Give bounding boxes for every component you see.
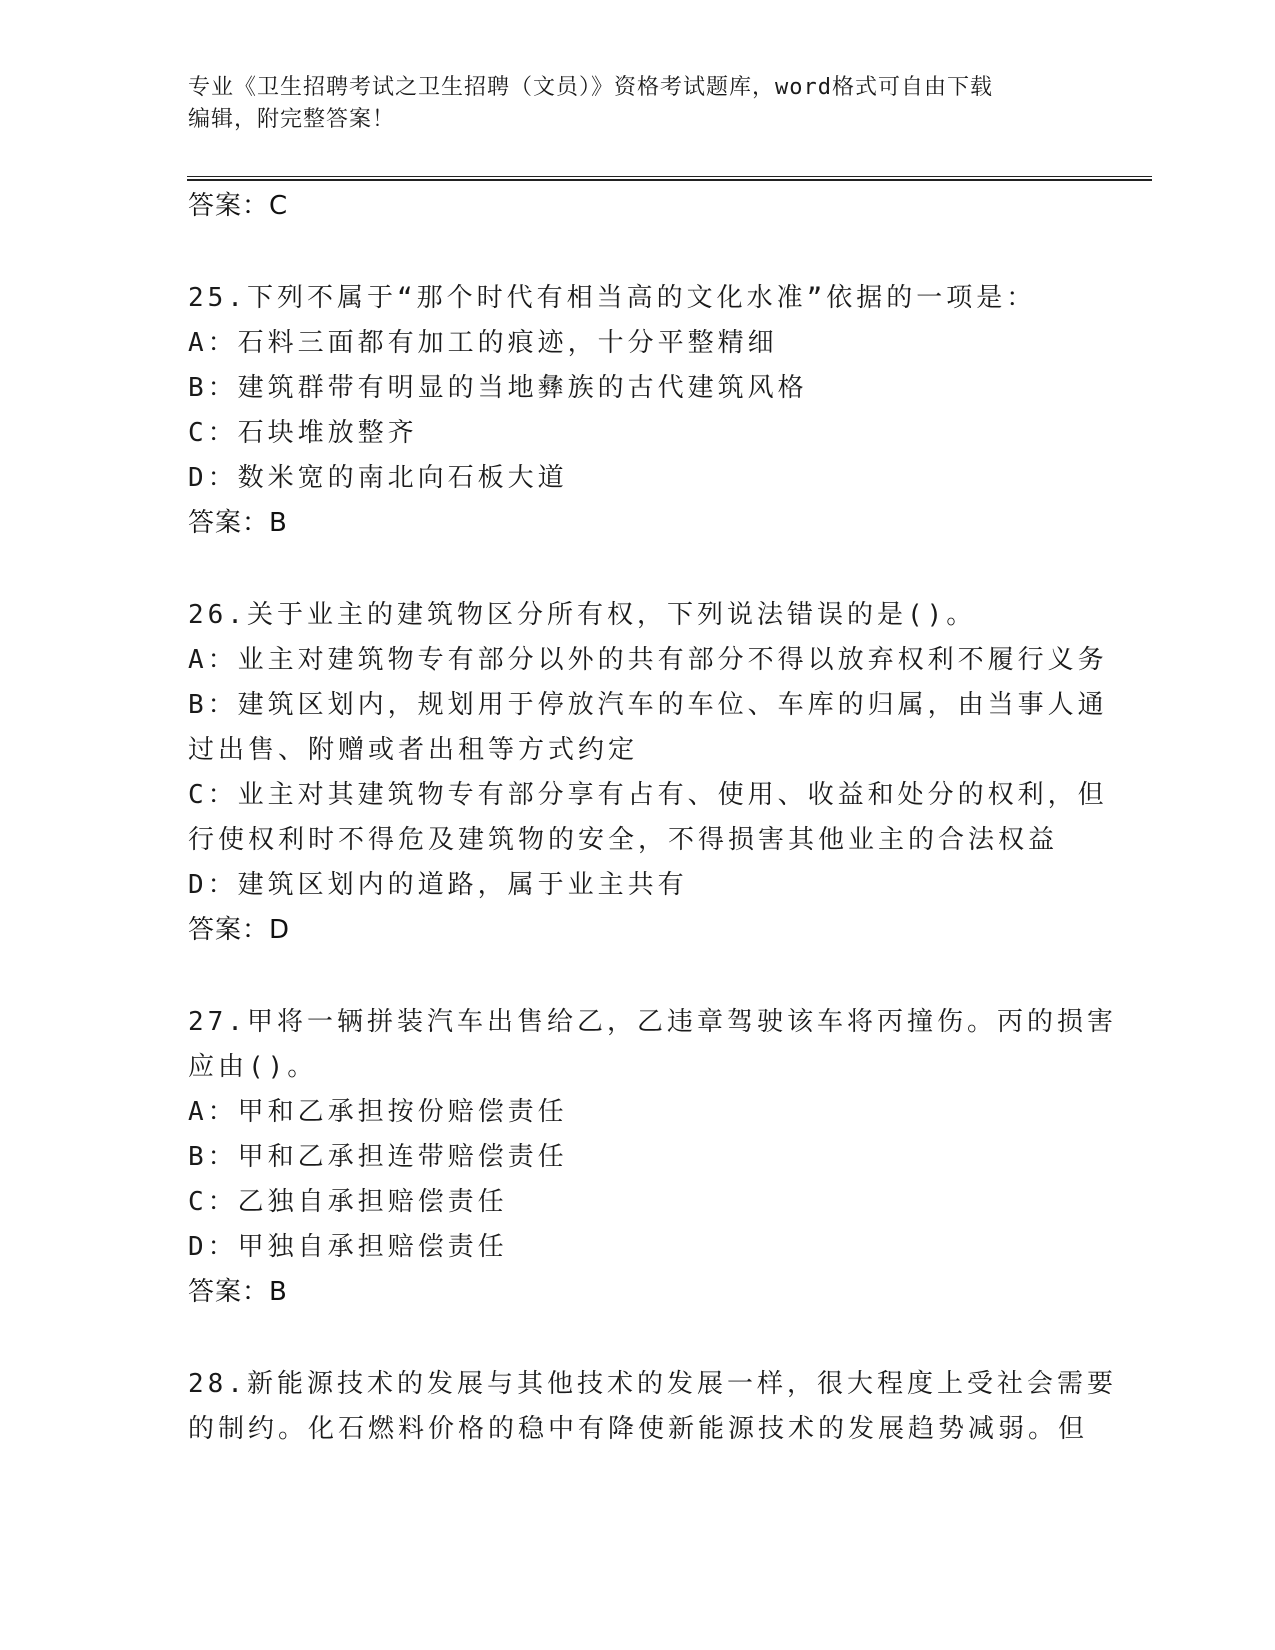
header-line-2: 编辑，附完整答案！ (188, 107, 396, 132)
answer-24: 答案：C (188, 191, 289, 221)
question-26-stem: 26.关于业主的建筑物区分所有权，下列说法错误的是()。 (188, 600, 977, 630)
question-28-stem-line-2: 的制约。化石燃料价格的稳中有降使新能源技术的发展趋势减弱。但 (188, 1414, 1089, 1444)
answer-26: 答案：D (188, 915, 291, 945)
question-25 (188, 276, 1088, 546)
question-25-stem: 25.下列不属于“那个时代有相当高的文化水准”依据的一项是： (188, 283, 1037, 313)
question-26-option-a: A：业主对建筑物专有部分以外的共有部分不得以放弃权利不履行义务 (188, 645, 1108, 675)
question-25-option-b: B：建筑群带有明显的当地彝族的古代建筑风格 (188, 373, 808, 403)
spacer (188, 953, 1088, 1000)
answer-27: 答案：B (188, 1277, 288, 1307)
question-26-option-b-line-2: 过出售、附赠或者出租等方式约定 (188, 735, 639, 765)
spacer (188, 546, 1088, 593)
spacer (188, 229, 1088, 276)
question-27-stem-line-2: 应由()。 (188, 1052, 318, 1082)
question-26-option-d: D：建筑区划内的道路，属于业主共有 (188, 870, 688, 900)
spacer (188, 1315, 1088, 1362)
document-header (188, 72, 1088, 136)
question-26-option-c-line-2: 行使权利时不得危及建筑物的安全，不得损害其他业主的合法权益 (188, 825, 1059, 855)
question-26-option-c-line-1: C：业主对其建筑物专有部分享有占有、使用、收益和处分的权利，但 (188, 780, 1108, 810)
question-list (188, 184, 1117, 1452)
question-25-option-d: D：数米宽的南北向石板大道 (188, 463, 568, 493)
header-line-1: 专业《卫生招聘考试之卫生招聘（文员）》资格考试题库，word格式可自由下载 (188, 75, 993, 100)
question-26-option-b-line-1: B：建筑区划内，规划用于停放汽车的车位、车库的归属，由当事人通 (188, 690, 1108, 720)
question-26 (188, 593, 1108, 953)
question-27-option-b: B：甲和乙承担连带赔偿责任 (188, 1142, 568, 1172)
question-28-stem-line-1: 28.新能源技术的发展与其他技术的发展一样，很大程度上受社会需要 (188, 1369, 1117, 1399)
question-27 (188, 1000, 1117, 1315)
question-28 (188, 1362, 1117, 1452)
header-divider (187, 176, 1152, 181)
question-27-option-a: A：甲和乙承担按份赔偿责任 (188, 1097, 568, 1127)
question-25-option-c: C：石块堆放整齐 (188, 418, 418, 448)
answer-25: 答案：B (188, 508, 288, 538)
question-27-option-c: C：乙独自承担赔偿责任 (188, 1187, 508, 1217)
question-27-stem-line-1: 27.甲将一辆拼装汽车出售给乙，乙违章驾驶该车将丙撞伤。丙的损害 (188, 1007, 1117, 1037)
question-25-option-a: A：石料三面都有加工的痕迹，十分平整精细 (188, 328, 778, 358)
question-27-option-d: D：甲独自承担赔偿责任 (188, 1232, 508, 1262)
